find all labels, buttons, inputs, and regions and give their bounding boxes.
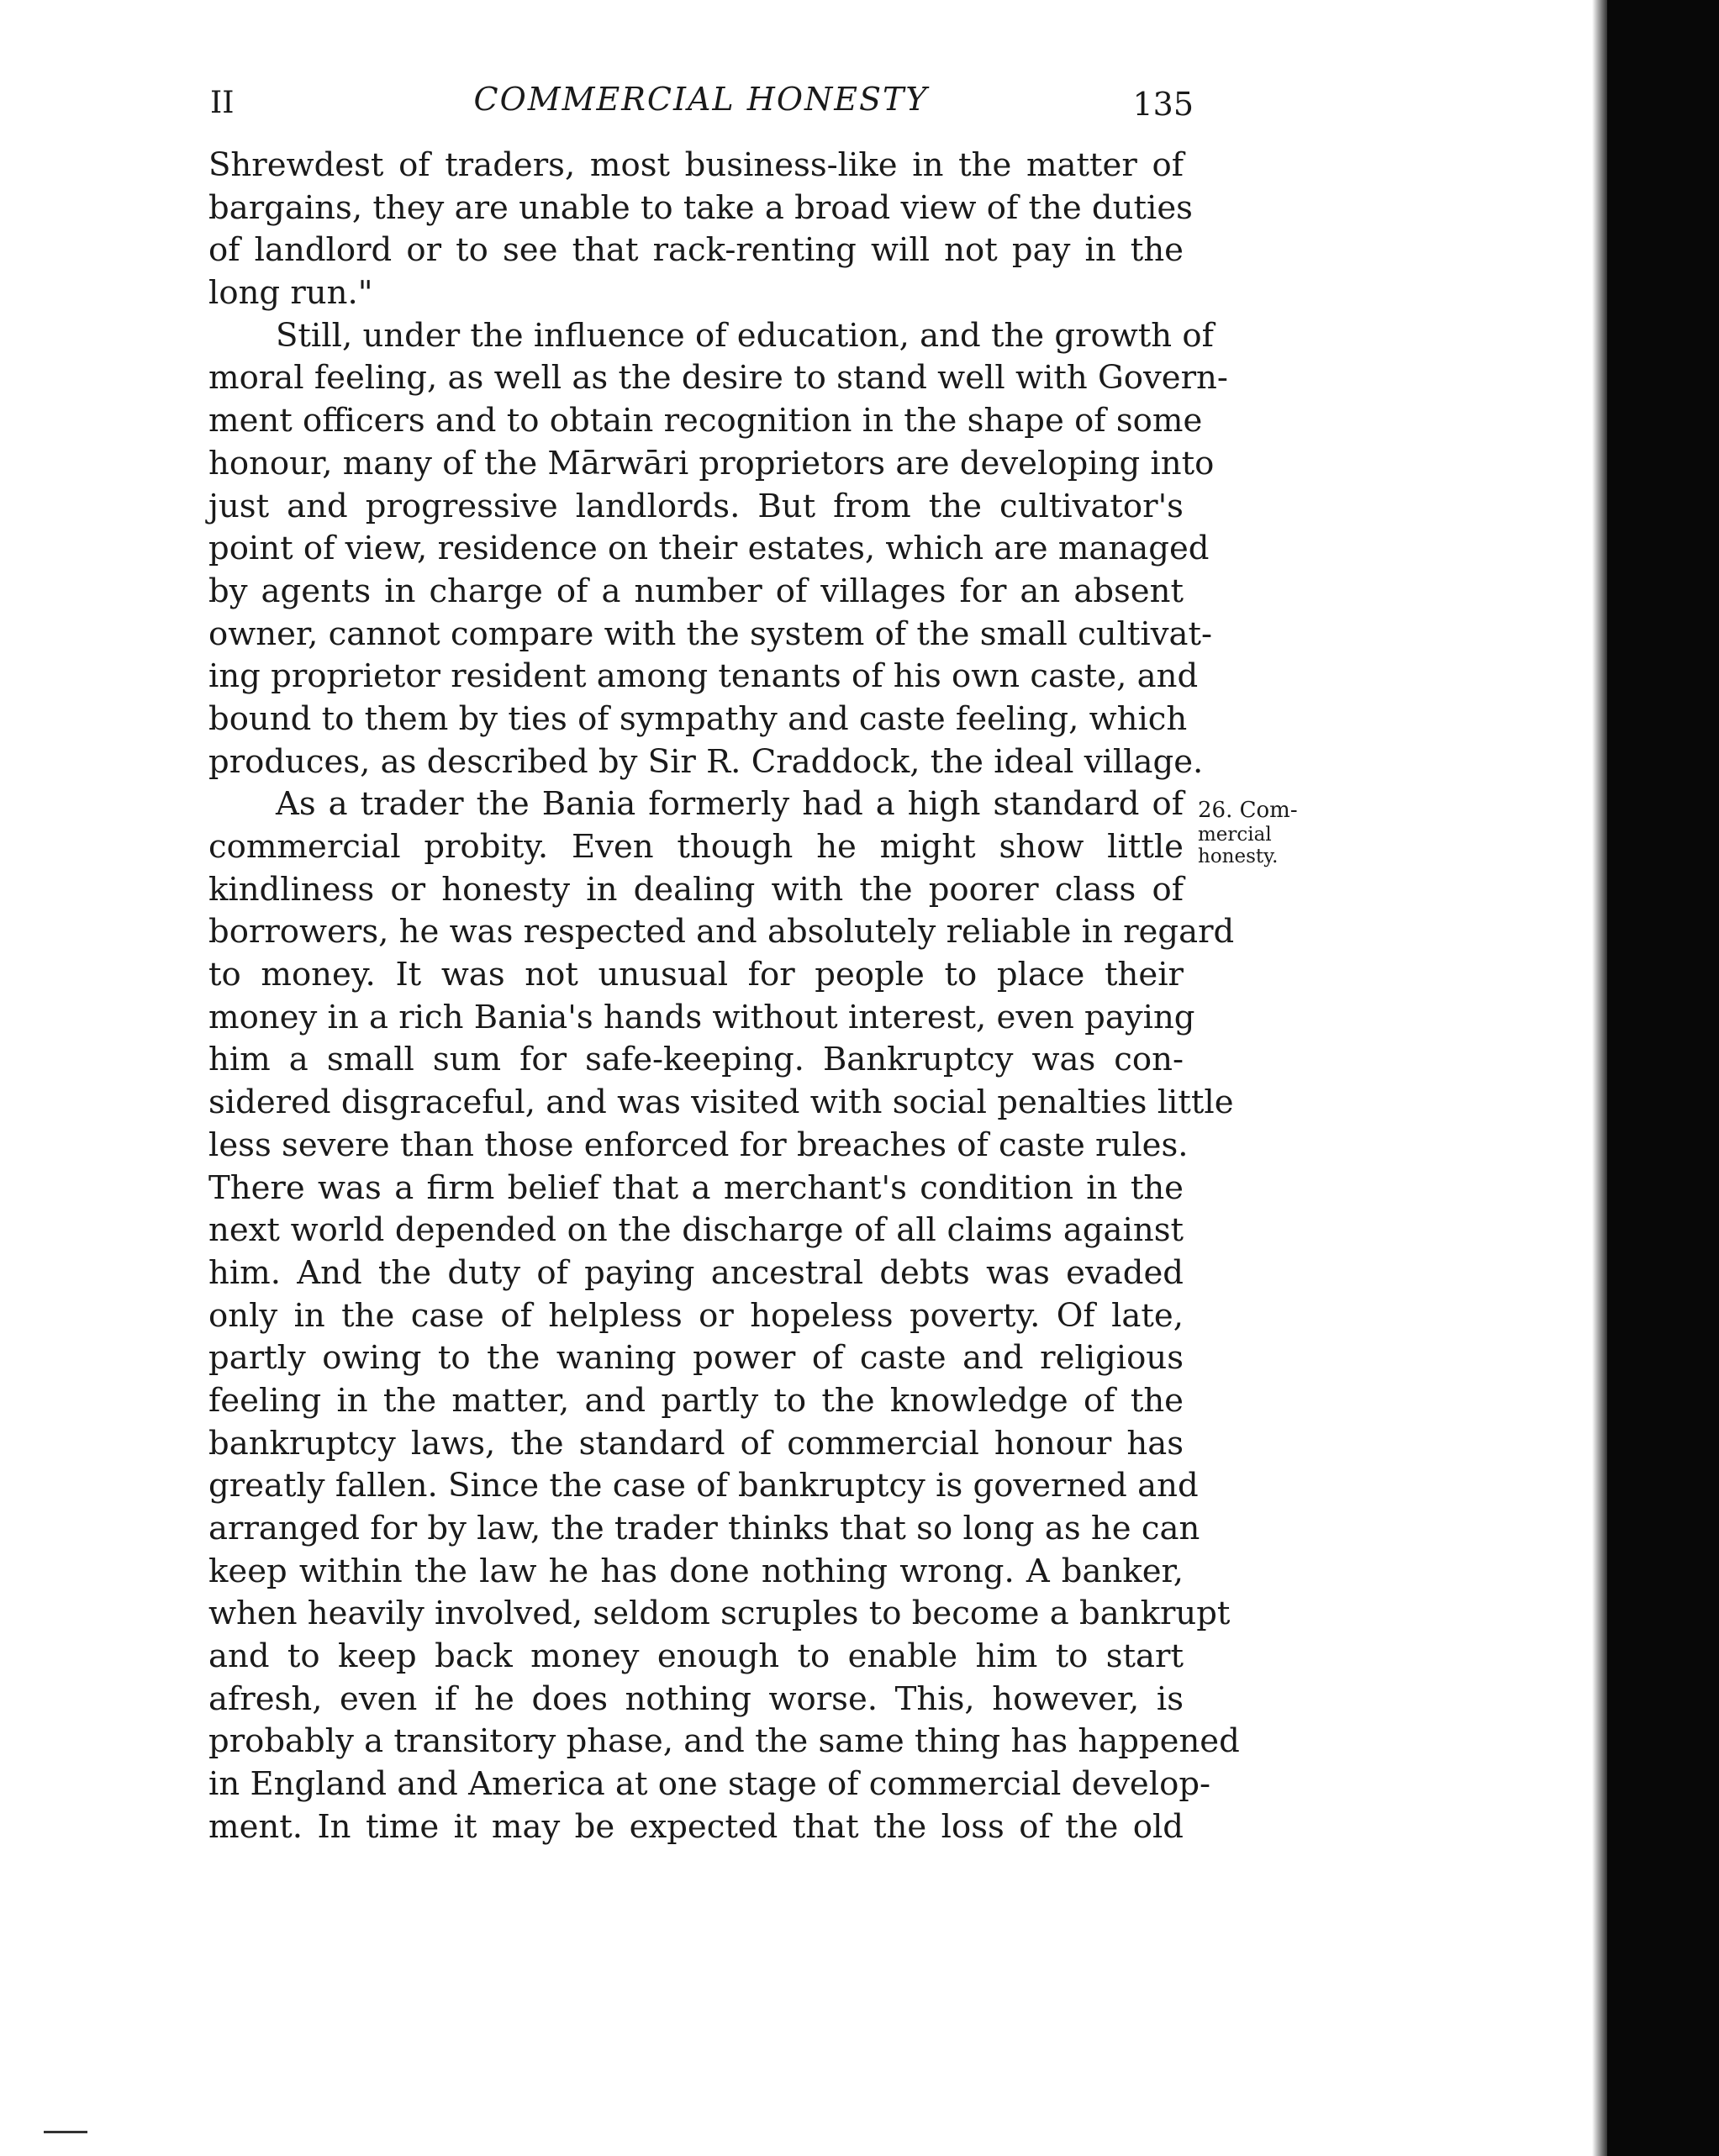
- text-line: feeling in the matter, and partly to the knowledge of the: [208, 1381, 1184, 1420]
- sidenote-line: mercial: [1198, 824, 1272, 846]
- volume-number: II: [210, 86, 235, 120]
- text-line: less severe than those enforced for breaches of caste rules.: [208, 1125, 1189, 1164]
- running-title: COMMERCIAL HONESTY: [473, 81, 929, 118]
- text-line: to money. It was not unusual for people to place their: [208, 956, 1184, 994]
- text-line: partly owing to the waning power of caste and religious: [208, 1339, 1184, 1378]
- text-line: There was a firm belief that a merchant's condition in the: [208, 1168, 1184, 1207]
- text-line: point of view, residence on their estates, which are managed: [208, 530, 1210, 568]
- text-line: only in the case of helpless or hopeless poverty. Of late,: [208, 1296, 1184, 1335]
- text-line: ing proprietor resident among tenants of his own caste, and: [208, 657, 1199, 696]
- running-header: [208, 81, 1194, 131]
- text-line: keep within the law he has done nothing wrong. A banker,: [208, 1552, 1184, 1590]
- text-line: moral feeling, as well as the desire to stand well with Govern-: [208, 359, 1228, 398]
- sidenote-line: 26. Com-: [1198, 798, 1298, 823]
- body-text: [208, 145, 1240, 1849]
- page-number: 135: [1132, 86, 1194, 123]
- text-line: probably a transitory phase, and the same thing has happened: [208, 1722, 1240, 1761]
- text-line: by agents in charge of a number of villages for an absent: [208, 572, 1184, 610]
- text-line: next world depended on the discharge of all claims against: [208, 1211, 1184, 1250]
- text-line: Still, under the influence of education, and the growth of: [276, 316, 1214, 355]
- text-line: ment officers and to obtain recognition in the shape of some: [208, 402, 1203, 440]
- text-line: just and progressive landlords. But from the cultivator's: [208, 487, 1184, 525]
- text-line: kindliness or honesty in dealing with the poorer class of: [208, 870, 1184, 909]
- text-line: and to keep back money enough to enable him to start: [208, 1637, 1184, 1676]
- text-line: honour, many of the Mārwāri proprietors are developing into: [208, 444, 1215, 482]
- text-line: sidered disgraceful, and was visited with social penalties little: [208, 1083, 1234, 1122]
- text-line: Shrewdest of traders, most business-like in the matter of: [208, 146, 1184, 184]
- text-line: owner, cannot compare with the system of the small cultivat-: [208, 614, 1213, 653]
- text-line: long run.": [208, 274, 373, 313]
- text-line: in England and America at one stage of commercial develop-: [208, 1765, 1211, 1804]
- text-line: produces, as described by Sir R. Craddock, the ideal village.: [208, 742, 1204, 781]
- scan-mark: [44, 2131, 87, 2133]
- text-line: ment. In time it may be expected that the loss of the old: [208, 1807, 1184, 1846]
- marginal-sidenote: [1198, 798, 1298, 867]
- text-line: borrowers, he was respected and absolutely reliable in regard: [208, 913, 1235, 951]
- text-line: bankruptcy laws, the standard of commercial honour has: [208, 1424, 1184, 1463]
- text-line: bound to them by ties of sympathy and caste feeling, which: [208, 699, 1188, 738]
- text-line: greatly fallen. Since the case of bankruptcy is governed and: [208, 1467, 1199, 1505]
- text-line: him a small sum for safe-keeping. Bankruptcy was con-: [208, 1041, 1184, 1079]
- text-line: bargains, they are unable to take a broad view of the duties: [208, 188, 1193, 227]
- text-line: of landlord or to see that rack-renting will not pay in the: [208, 231, 1184, 270]
- sidenote-line: honesty.: [1198, 846, 1279, 867]
- text-line: him. And the duty of paying ancestral debts was evaded: [208, 1253, 1184, 1292]
- text-line: As a trader the Bania formerly had a high standard of: [276, 785, 1184, 824]
- text-line: when heavily involved, seldom scruples to become a bankrupt: [208, 1595, 1231, 1633]
- text-line: commercial probity. Even though he might show little: [208, 828, 1184, 866]
- text-line: arranged for by law, the trader thinks that so long as he can: [208, 1510, 1200, 1547]
- text-line: money in a rich Bania's hands without interest, even paying: [208, 998, 1195, 1036]
- text-line: afresh, even if he does nothing worse. This, however, is: [208, 1679, 1184, 1718]
- scan-dark-margin: [1607, 0, 1719, 2156]
